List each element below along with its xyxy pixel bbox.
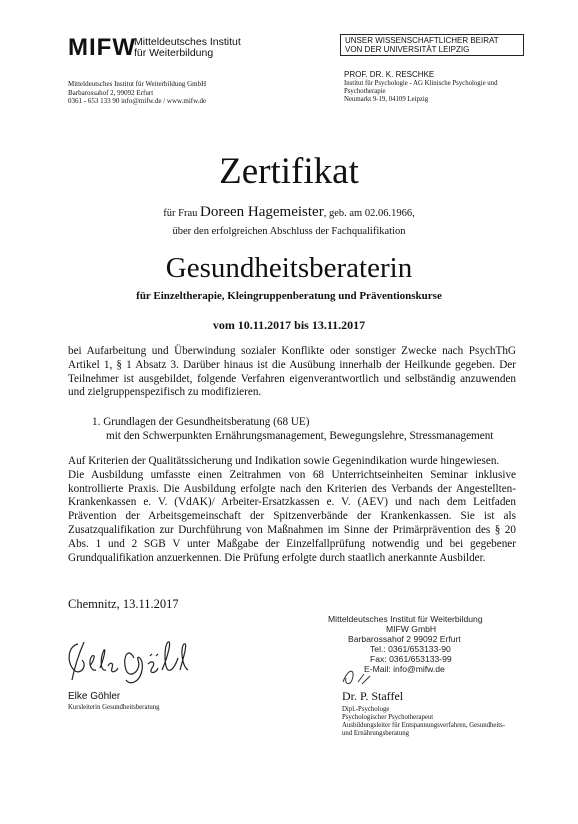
stamp-line-2: MIFW GmbH [386,624,437,634]
place-and-date: Chemnitz, 13.11.2017 [68,597,179,611]
qualification-title: Gesundheitsberaterin [165,252,413,284]
institute-logo: MIFW [68,34,136,61]
signature-text: Elke Göhl [64,686,69,687]
stamp-line-5: Fax: 0361/653133-99 [370,654,452,664]
professor-name: PROF. DR. K. RESCHKE [344,70,435,79]
list-item: 1. Grundlagen der Gesundheitsberatung (68 UE) [92,416,310,428]
logo-subtitle-line-2: für Weiterbildung [134,47,214,59]
logo-subtitle-line-1: Mitteldeutsches Institut [134,36,241,48]
signer-right-role-line-3: Ausbildungsleiter für Entspannungsverfahren, Gesundheits- [342,722,506,729]
body-paragraph-1: bei Aufarbeitung und Überwindung sozialer Konflikte oder sonstiger Zwecke nach PsychThG Artikel 1, § 1 Absatz 3. Darüber hinaus ist die Ausübung innerhalb der Heilkunde gegeben. Der Teilnehmer ist ausgebildet, folgende Verfahren eigenverantwortlich und selbständig anzuwenden und zielgruppenspezifisch zu modifizieren. [68,345,516,399]
recipient-name: Doreen Hagemeister [200,204,324,220]
body-paragraph-3: Die Ausbildung umfasste einen Zeitrahmen von 68 Unterrichtseinheiten Seminar inklusive kontrollierte Praxis. Die Ausbildung erfolgte nach den Kriterien des Verbands der Angestellten-Krankenkassen e. V. (VdAK)/ Arbeiter-Ersatzkassen e. V. (AEV) und nach dem Leitfaden Prävention der Arbeitsgemeinschaft der Spitzenverbände der Krankenkassen. Sie ist als Zusatzqualifikation zur Durchführung von Maßnahmen im Sinne der Primärprävention des § 20 Abs. 1 und 2 SGB V unter Maßgabe der Einzelfallprüfung notwendig und bei gegebener Grundqualifikation anzuerkennen. Die Prüfung erfolgte durch staatlich anerkannte Ausbilder. [68,468,516,564]
completion-line: über den erfolgreichen Abschluss der Fachqualifikation [172,226,406,237]
beirat-line-2: VON DER UNIVERSITÄT LEIPZIG [345,45,470,54]
professor-block [344,71,534,104]
body-paragraphs-2 [68,455,516,565]
scientific-board-box [340,34,524,56]
signer-right-role-line-4: und Ernährungsberatung [342,730,410,737]
signer-right-role-line-2: Psychologischer Psychotherapeut [342,714,434,721]
curriculum-list [92,416,493,444]
professor-line-3: Neumarkt 9-19, 04109 Leipzig [344,96,429,103]
professor-line-1: Institut für Psychologie - AG Klinische Psychologie und [344,80,498,87]
course-dates: vom 10.11.2017 bis 13.11.2017 [212,318,366,332]
stamp-line-3: Barbarossahof 2 99092 Erfurt [348,634,461,644]
list-item-detail: mit den Schwerpunkten Ernährungsmanagement, Bewegungslehre, Stressmanagement [106,429,494,442]
address-line-3: 0361 - 653 133 90 info@mifw.de / www.mifw.de [68,97,207,105]
signature-mark-icon [340,664,380,688]
address-line-2: Barbarossahof 2, 99092 Erfurt [68,88,154,97]
institute-logo-subtitle [134,37,241,59]
signer-right-role-line-1: Dipl.-Psychologe [342,706,390,713]
handwritten-signature-left [64,636,214,688]
beirat-line-1: UNSER WISSENSCHAFTLICHER BEIRAT [345,36,499,45]
signer-right-role [342,706,505,738]
recipient-line [0,206,578,220]
certificate-title: Zertifikat [219,151,359,192]
stamp-line-4: Tel.: 0361/653133-90 [370,644,451,654]
institute-address [68,80,206,106]
recipient-prefix: für Frau [163,208,201,219]
qualification-subtitle: für Einzeltherapie, Kleingruppenberatung und Präventionskurse [136,290,442,302]
signer-left-role: Kursleiterin Gesundheitsberatung [68,704,160,711]
signer-left-name: Elke Göhler [68,691,121,702]
stamp-line-1: Mitteldeutsches Institut für Weiterbildung [328,614,483,624]
signer-right-name: Dr. P. Staffel [342,689,404,703]
body-paragraph-2: Auf Kriterien der Qualitätssicherung und Indikation sowie Gegenindikation wurde hingewiesen. [68,455,500,467]
stamp-line-6: E-Mail: info@mifw.de [364,664,445,674]
address-line-1: Mitteldeutsches Institut für Weiterbildung GmbH [68,80,207,88]
professor-line-2: Psychotherapie [344,88,386,95]
recipient-birthdate: , geb. am 02.06.1966, [323,208,415,219]
